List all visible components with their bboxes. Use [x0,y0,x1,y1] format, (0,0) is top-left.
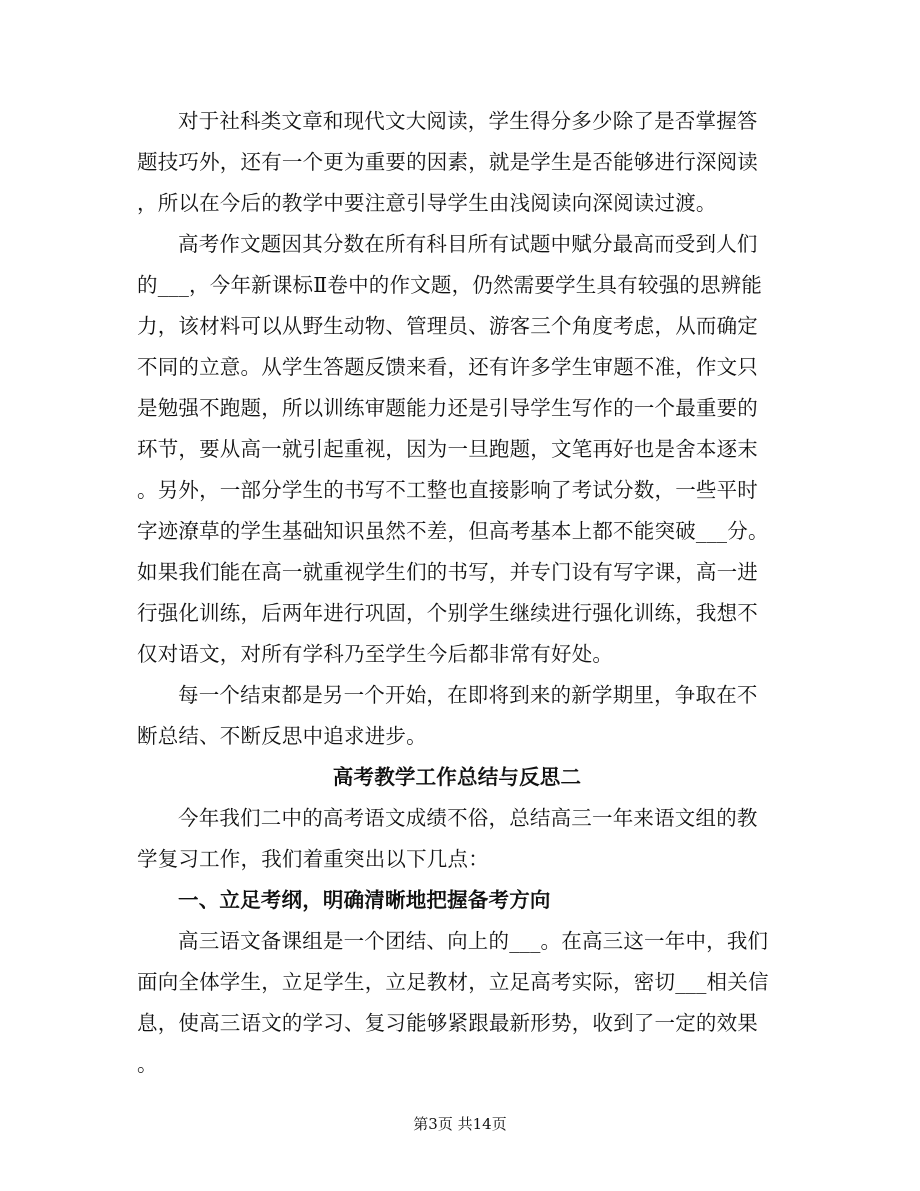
paragraph-line: 每一个结束都是另一个开始，在即将到来的新学期里，争取在不 [178,683,758,707]
paragraph-line: 高考作文题因其分数在所有科目所有试题中赋分最高而受到人们 [178,232,758,256]
paragraph-line: 的___，今年新课标Ⅱ卷中的作文题，仍然需要学生具有较强的思辨能 [137,273,763,297]
section-title: 高考教学工作总结与反思二 [332,765,582,789]
paragraph-line: 今年我们二中的高考语文成绩不俗，总结高三一年来语文组的教 [178,806,758,830]
page-number: 第3页 共14页 [413,1115,507,1133]
paragraph-line: 。 [137,1052,158,1076]
paragraph-line: 如果我们能在高一就重视学生们的书写，并专门设有写字课，高一进 [137,560,758,584]
paragraph-line: 力，该材料可以从野生动物、管理员、游客三个角度考虑，从而确定 [137,314,758,338]
paragraph-line: 环节，要从高一就引起重视，因为一旦跑题，文笔再好也是舍本逐末 [137,437,758,461]
paragraph-line: 息，使高三语文的学习、复习能够紧跟最新形势，收到了一定的效果 [137,1011,758,1035]
paragraph-line: 对于社科类文章和现代文大阅读，学生得分多少除了是否掌握答 [178,109,758,133]
paragraph-line: 字迹潦草的学生基础知识虽然不差，但高考基本上都不能突破___分。 [137,519,769,543]
paragraph-line: 高三语文备课组是一个团结、向上的___。在高三这一年中，我们 [178,929,769,953]
paragraph-line: 面向全体学生，立足学生，立足教材，立足高考实际，密切___相关信 [137,970,769,994]
subsection-heading: 一、立足考纲，明确清晰地把握备考方向 [178,888,551,912]
paragraph-line: 学复习工作，我们着重突出以下几点： [137,847,489,871]
paragraph-line: 不同的立意。从学生答题反馈来看，还有许多学生审题不准，作文只 [137,355,758,379]
paragraph-line: 断总结、不断反思中追求进步。 [137,724,427,748]
document-body [137,101,777,1085]
paragraph-line: ，所以在今后的教学中要注意引导学生由浅阅读向深阅读过渡。 [137,191,717,215]
paragraph-line: 行强化训练，后两年进行巩固，个别学生继续进行强化训练，我想不 [137,601,758,625]
paragraph-line: 题技巧外，还有一个更为重要的因素，就是学生是否能够进行深阅读 [137,150,758,174]
paragraph-line: 。另外，一部分学生的书写不工整也直接影响了考试分数，一些平时 [137,478,758,502]
paragraph-line: 仅对语文，对所有学科乃至学生今后都非常有好处。 [137,642,614,666]
paragraph-line: 是勉强不跑题，所以训练审题能力还是引导学生写作的一个最重要的 [137,396,758,420]
